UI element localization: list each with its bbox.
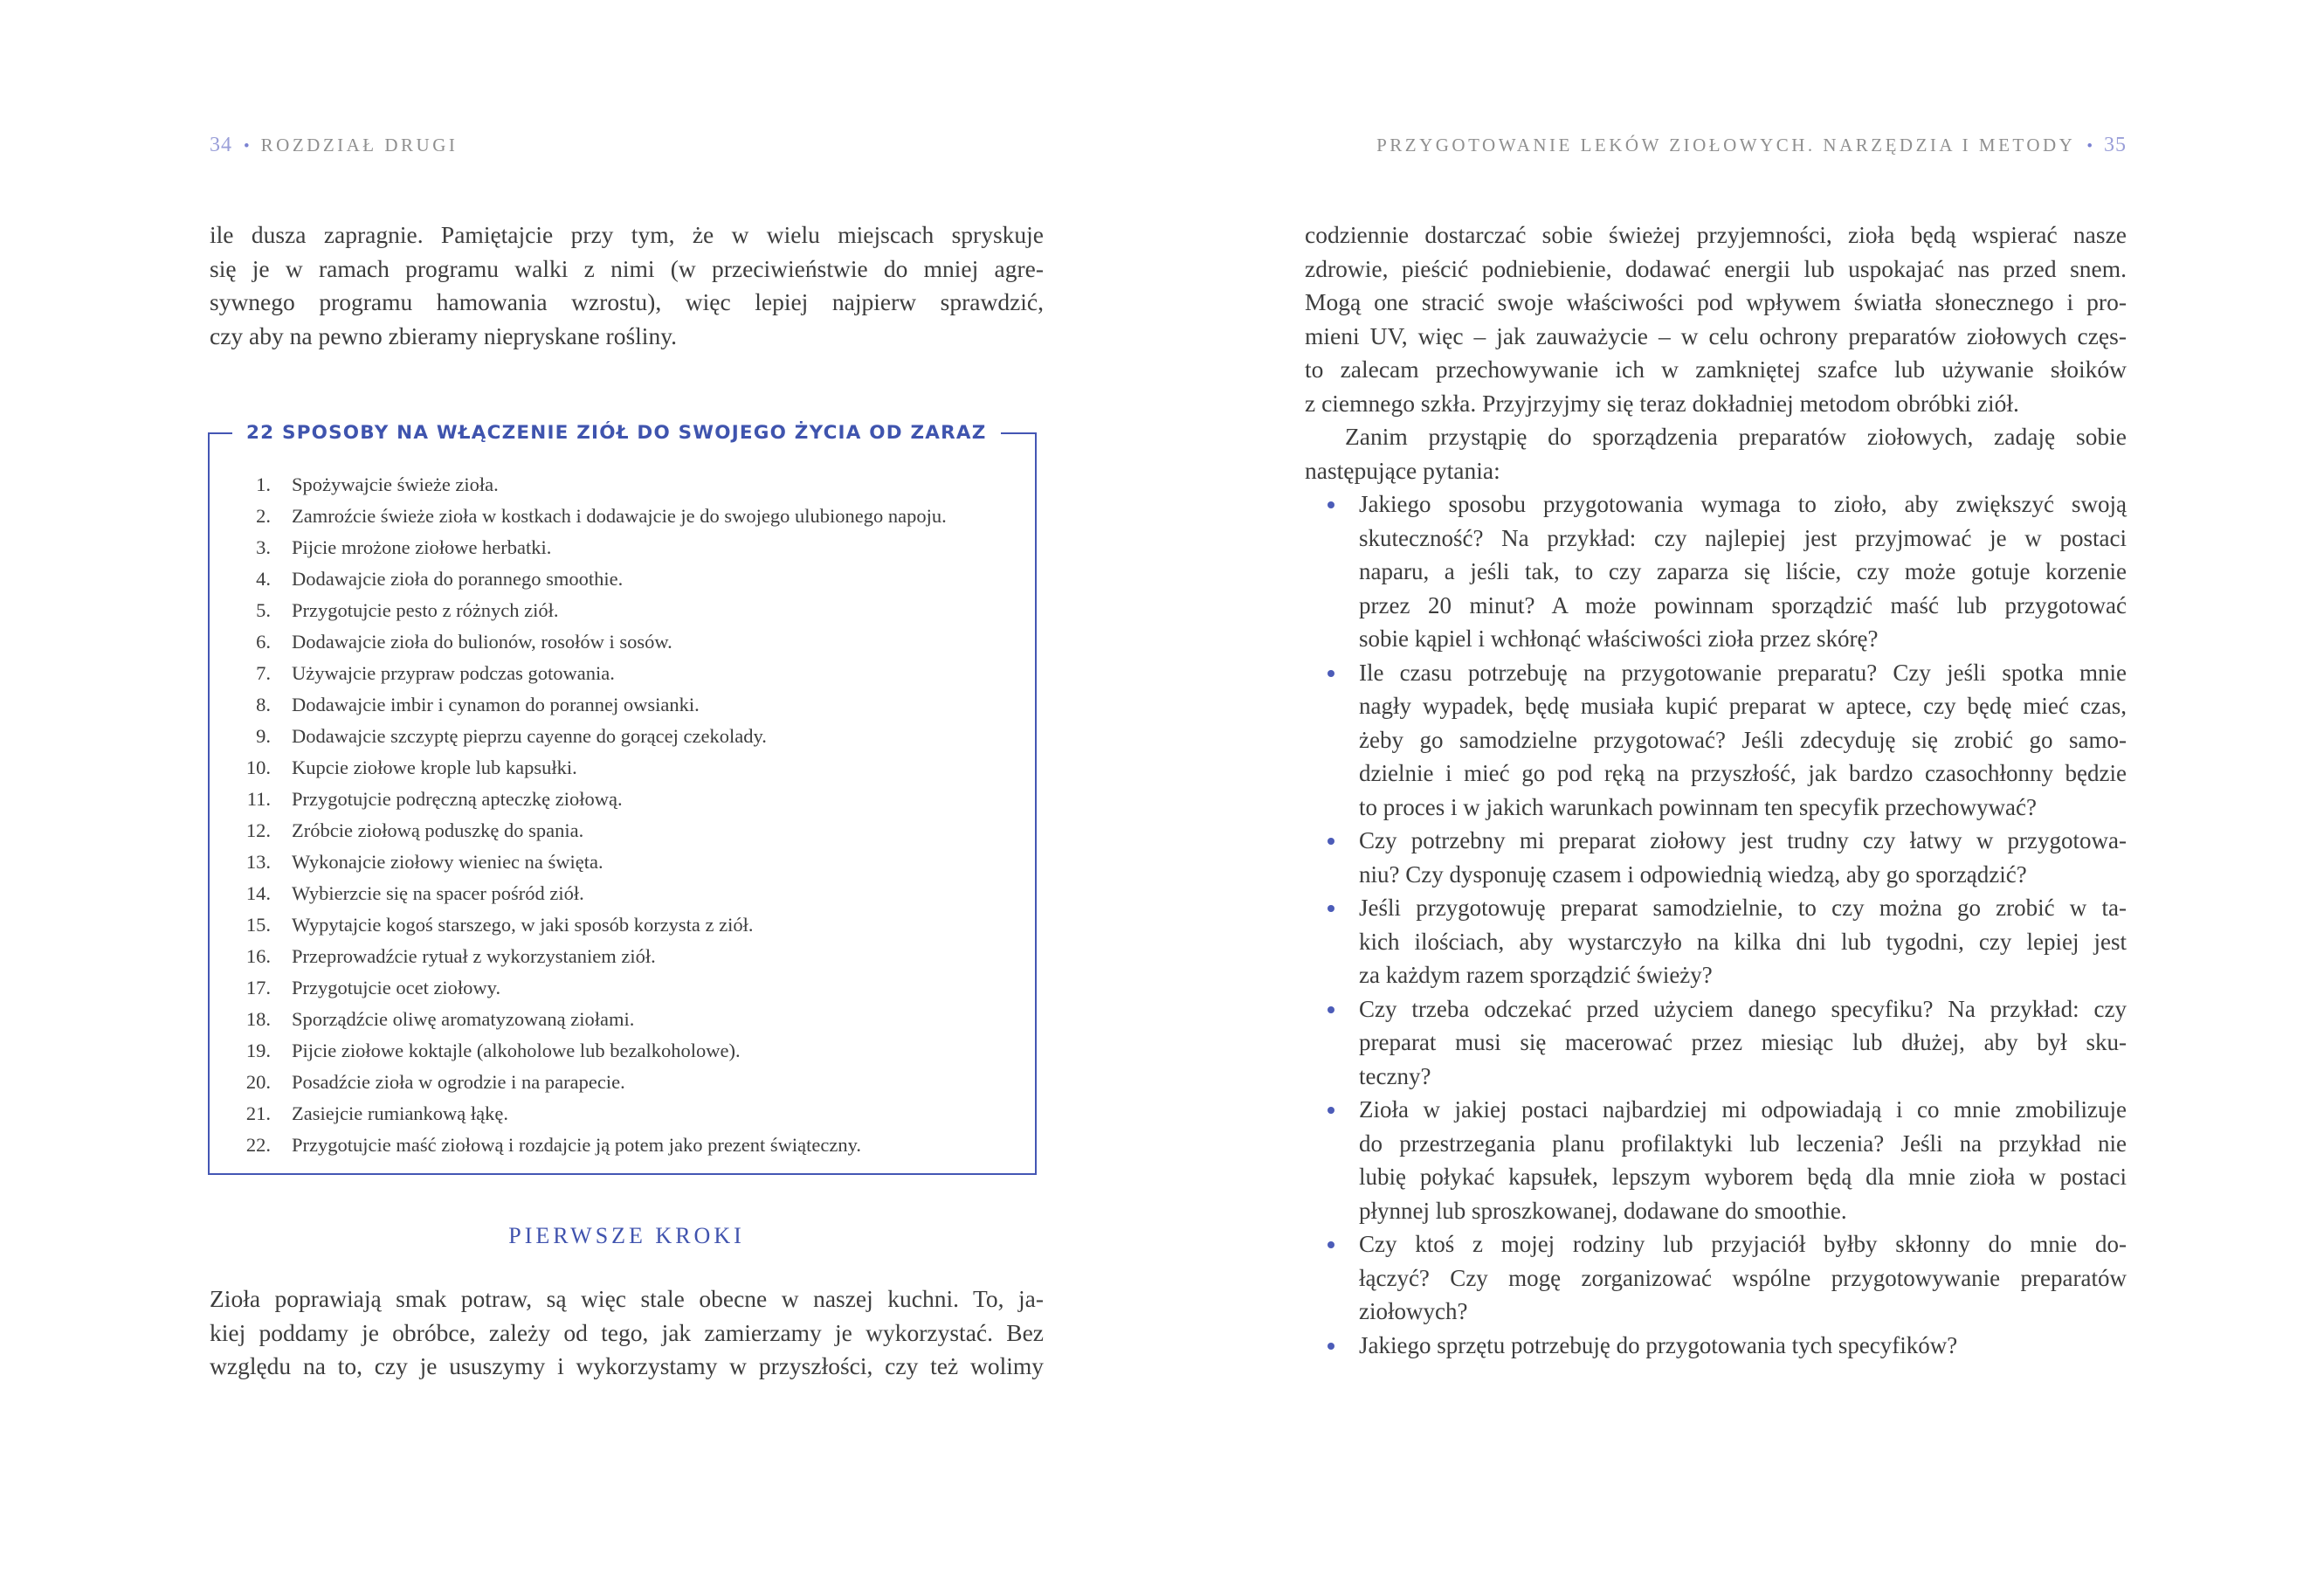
text-line: się je w ramach programu walki z nimi (w przeciwieństwie do mniej agre- [210,254,1044,282]
list-item-number: 20. [245,1071,271,1093]
question-text [1359,824,2127,891]
text-line: łączyć? Czy mogę zorganizować wspólne przygotowywanie preparatów [1359,1264,2127,1291]
text-line: względu na to, czy je ususzymy i wykorzystamy w przyszłości, czy też wolimy [210,1352,1044,1379]
list-item-number: 13. [245,851,271,873]
list-item-number: 11. [246,788,271,810]
page-left [210,0,1044,1596]
list-item-number: 16. [245,945,271,967]
text-line: Czy potrzebny mi preparat ziołowy jest trudny czy łatwy w przygotowa- [1359,827,2127,853]
list-item-text: Przygotujcie podręczną apteczkę ziołową. [292,788,623,810]
list-item [236,658,1017,689]
question-item [1305,891,2127,992]
list-item [236,469,1017,501]
question-item [1305,824,2127,891]
list-item-number: 17. [245,977,271,998]
tip-list [236,469,1017,1161]
list-item-text: Dodawajcie szczyptę pieprzu cayenne do gorącej czekolady. [292,725,767,747]
question-item [1305,1093,2127,1227]
text-line: dzielnie i mieć go pod ręką na przyszłość, jak bardzo czasochłonny będzie [1359,760,2127,786]
chapter-title: ROZDZIAŁ DRUGI [260,135,459,155]
list-item-text: Dodawajcie zioła do bulionów, rosołów i sosów. [292,631,672,653]
list-item [236,941,1017,972]
text-line: ile dusza zapragnie. Pamiętajcie przy tym, że w wielu miejscach spryskuje [210,221,1044,248]
list-item [236,846,1017,878]
bullet-column [1305,1093,1359,1227]
page-right [1305,0,2127,1596]
text-line: Czy trzeba odczekać przed użyciem danego specyfiku? Na przykład: czy [1359,995,2127,1022]
list-item-number: 14. [245,882,271,904]
text-line: Jeśli przygotowuję preparat samodzielnie, to czy można go zrobić w ta- [1359,895,2127,921]
list-item [236,752,1017,784]
page-left-header [210,134,1044,157]
text-line: Jakiego sprzętu potrzebuję do przygotowania tych specyfików? [1359,1331,1958,1358]
question-text [1359,1093,2127,1227]
text-line: kiej poddamy je obróbce, zależy od tego, jak zamierzamy je wykorzystać. Bez [210,1318,1044,1346]
text-line: Ile czasu potrzebuję na przygotowanie preparatu? Czy jeśli spotka mnie [1359,659,2127,686]
text-line: kich ilościach, aby wystarczyło na kilka dni lub tygodni, czy lepiej jest [1359,928,2127,955]
header-separator-dot: • [2086,137,2093,155]
body-paragraph [1305,218,2127,420]
list-item-text: Posadźcie zioła w ogrodzie i na parapecie. [292,1071,625,1093]
list-item-number: 15. [245,914,271,936]
list-item-number: 18. [245,1008,271,1030]
bullet-column [1305,891,1359,992]
list-item [236,721,1017,752]
text-line: do przestrzegania planu profilaktyki lub leczenia? Jeśli na przykład nie [1359,1130,2127,1157]
text-line: mieni UV, więc – jak zauważycie – w celu ochrony preparatów ziołowych częs- [1305,321,2127,349]
list-item-text: Sporządźcie oliwę aromatyzowaną ziołami. [292,1008,635,1030]
question-text [1359,1329,2127,1363]
list-item-text: Wybierzcie się na spacer pośród ziół. [292,882,584,904]
question-text [1359,992,2127,1094]
bullet-dot [1328,670,1334,677]
list-item-text: Spożywajcie świeże zioła. [292,473,499,495]
text-line: następujące pytania: [1305,456,1500,484]
list-item-text: Wykonajcie ziołowy wieniec na święta. [292,851,603,873]
text-line: żeby go samodzielne przygotować? Jeśli zdecyduję się zrobić go samo- [1359,726,2127,753]
list-item [236,1004,1017,1035]
running-title: PRZYGOTOWANIE LEKÓW ZIOŁOWYCH. NARZĘDZIA I METODY [1376,135,2076,155]
section-heading: PIERWSZE KROKI [508,1223,745,1248]
bullet-column [1305,656,1359,825]
list-item-number: 21. [245,1102,271,1124]
list-item-number: 10. [245,757,271,778]
question-item [1305,656,2127,825]
tip-box [208,422,1037,1175]
list-item-text: Wypytajcie kogoś starszego, w jaki sposób korzysta z ziół. [292,914,754,936]
header-separator-dot: • [244,137,250,155]
question-text [1359,487,2127,656]
text-line: z ciemnego szkła. Przyjrzyjmy się teraz dokładniej metodom obróbki ziół. [1305,389,2019,417]
bullet-column [1305,992,1359,1094]
page-number: 34 [210,134,232,156]
bullet-column [1305,487,1359,656]
bullet-column [1305,1329,1359,1363]
list-item-number: 7. [256,662,271,684]
list-item [236,1067,1017,1098]
page-right-header [1305,134,2127,157]
tip-box-title: 22 SPOSOBY NA WŁĄCZENIE ZIÓŁ DO SWOJEGO ŻYCIA OD ZARAZ [232,417,1001,450]
list-item-number: 2. [256,505,271,527]
list-item [236,689,1017,721]
list-item-text: Używajcie przypraw podczas gotowania. [292,662,615,684]
list-item-text: Pijcie mrożone ziołowe herbatki. [292,536,552,558]
list-item-number: 9. [256,725,271,747]
list-item-number: 1. [256,473,271,495]
text-line: Zioła poprawiają smak potraw, są więc stale obecne w naszej kuchni. To, ja- [210,1285,1044,1312]
list-item [236,532,1017,563]
list-item-text: Zasiejcie rumiankową łąkę. [292,1102,509,1124]
text-line: czy aby na pewno zbieramy niepryskane rośliny. [210,321,678,349]
list-item [236,1035,1017,1067]
list-item [236,972,1017,1004]
question-item [1305,1227,2127,1329]
intro-paragraph [210,218,1044,353]
text-line: zdrowie, pieścić podniebienie, dodawać energii lub uspokajać nas przed snem. [1305,254,2127,282]
text-line: naparu, a jeśli tak, to czy zaparza się liście, czy może gotuje korzenie [1359,558,2127,584]
text-line: preparat musi się macerować przez miesiąc lub dłużej, aby był sku- [1359,1029,2127,1055]
list-item-number: 3. [256,536,271,558]
question-item [1305,992,2127,1094]
list-item-number: 6. [256,631,271,653]
list-item [236,909,1017,941]
list-item-text: Dodawajcie zioła do porannego smoothie. [292,568,624,590]
text-line: Zioła w jakiej postaci najbardziej mi odpowiadają i co mnie zmobilizuje [1359,1096,2127,1123]
list-item [236,878,1017,909]
text-line: lubię połykać kapsułek, lepszym wyborem będą dla mnie zioła w postaci [1359,1164,2127,1190]
bullet-dot [1328,838,1334,845]
list-item-text: Zróbcie ziołową poduszkę do spania. [292,819,584,841]
text-line: teczny? [1359,1062,1431,1089]
list-item [236,563,1017,595]
list-item-number: 8. [256,694,271,715]
list-item [236,626,1017,658]
bullet-column [1305,1227,1359,1329]
question-text [1359,1227,2127,1329]
list-item-text: Przygotujcie maść ziołową i rozdajcie ją potem jako prezent świąteczny. [292,1134,862,1156]
text-line: Mogą one stracić swoje właściwości pod wpływem światła słonecznego i pro- [1305,288,2127,315]
text-line: przez 20 minut? A może powinnam sporządzić maść lub przygotować [1359,591,2127,618]
question-item [1305,1329,2127,1363]
bullet-dot [1328,905,1334,912]
list-item [236,501,1017,532]
body-paragraph [1305,420,2127,487]
list-item-text: Przygotujcie ocet ziołowy. [292,977,501,998]
list-item-number: 12. [245,819,271,841]
page-number: 35 [2104,134,2127,156]
question-item [1305,487,2127,656]
list-item-text: Zamroźcie świeże zioła w kostkach i dodawajcie je do swojego ulubionego napoju. [292,505,947,527]
list-item-text: Przeprowadźcie rytuał z wykorzystaniem ziół. [292,945,656,967]
list-item-text: Przygotujcie pesto z różnych ziół. [292,599,559,621]
question-text [1359,656,2127,825]
text-line: Jakiego sposobu przygotowania wymaga to zioło, aby zwiększyć swoją [1359,491,2127,517]
text-line: płynnej lub sproszkowanej, dodawane do smoothie. [1359,1197,1847,1224]
bullet-dot [1328,1241,1334,1248]
text-line: nagły wypadek, będę musiała kupić preparat w aptece, czy będę mieć czas, [1359,693,2127,719]
text-line: sywnego programu hamowania wzrostu), więc lepiej najpierw sprawdzić, [210,288,1044,315]
text-line: Czy ktoś z mojej rodziny lub przyjaciół byłby skłonny do mnie do- [1359,1231,2127,1257]
text-line: Zanim przystąpię do sporządzenia preparatów ziołowych, zadaję sobie [1345,423,2127,450]
text-line: za każdym razem sporządzić świeży? [1359,962,1713,988]
list-item [236,815,1017,846]
list-item-text: Kupcie ziołowe krople lub kapsułki. [292,757,577,778]
text-line: ziołowych? [1359,1298,1468,1324]
bullet-dot [1328,1107,1334,1114]
list-item [236,595,1017,626]
list-item [236,1098,1017,1130]
text-line: sobie kąpiel i wchłonąć właściwości zioła przez skórę? [1359,625,1879,652]
question-list [1305,487,2127,1362]
list-item-number: 19. [245,1040,271,1061]
list-item-text: Dodawajcie imbir i cynamon do porannej owsianki. [292,694,700,715]
bullet-dot [1328,1343,1334,1350]
list-item-text: Pijcie ziołowe koktajle (alkoholowe lub bezalkoholowe). [292,1040,741,1061]
closing-paragraph [210,1282,1044,1384]
text-line: to proces i w jakich warunkach powinnam ten specyfik przechowywać? [1359,793,2037,820]
question-text [1359,891,2127,992]
list-item-number: 5. [256,599,271,621]
text-line: to zalecam przechowywanie ich w zamkniętej szafce lub używanie słoików [1305,356,2127,383]
text-line: skuteczność? Na przykład: czy najlepiej jest przyjmować je w postaci [1359,524,2127,551]
bullet-dot [1328,501,1334,508]
text-line: codziennie dostarczać sobie świeżej przyjemności, zioła będą wspierać nasze [1305,221,2127,248]
list-item-number: 22. [245,1134,271,1156]
bullet-dot [1328,1006,1334,1013]
list-item-number: 4. [256,568,271,590]
bullet-column [1305,824,1359,891]
list-item [236,1130,1017,1161]
text-line: niu? Czy dysponuję czasem i odpowiednią wiedzą, aby go sporządzić? [1359,860,2027,888]
list-item [236,784,1017,815]
